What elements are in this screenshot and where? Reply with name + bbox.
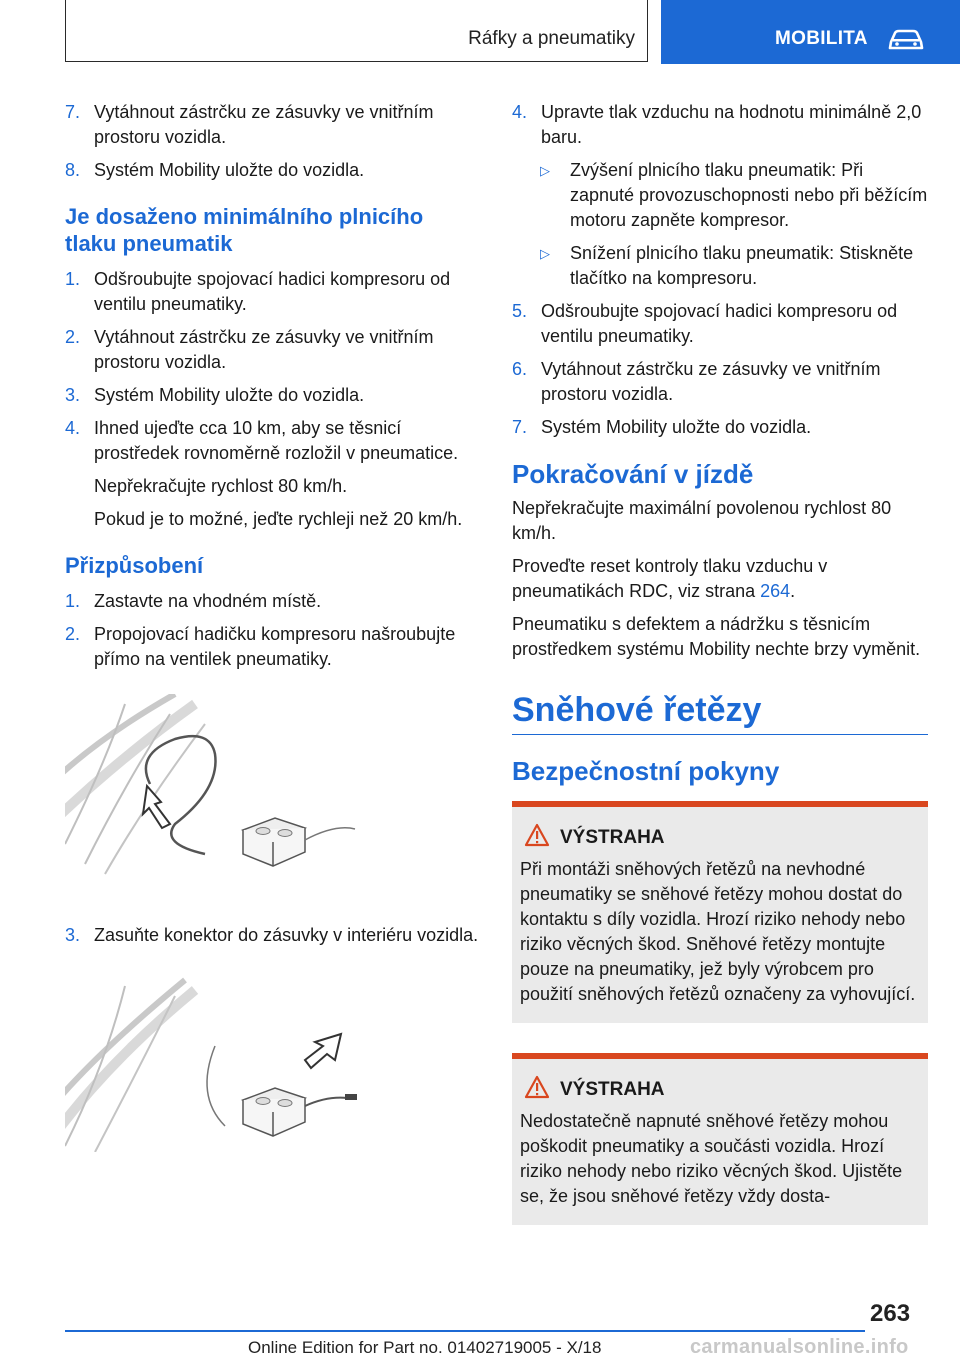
list-item: 1. Odšroubujte spojovací hadici kompresoru od ventilu pneumatiky. (65, 269, 451, 314)
list-item: 2. Vytáhnout zástrčku ze zásuvky ve vnitřním prostoru vozidla. (65, 327, 434, 372)
car-icon (887, 28, 925, 52)
list-item: 3. Zasuňte konektor do zásuvky v interiéru vozidla. (65, 925, 479, 945)
list-item: 1. Zastavte na vhodném místě. (65, 591, 322, 611)
triangle-bullet-icon: ▷ (540, 163, 550, 178)
page-link[interactable]: 264 (760, 581, 791, 601)
warning-icon (524, 823, 550, 847)
triangle-bullet-icon: ▷ (540, 246, 550, 261)
section-heading: Přizpůsobení (65, 553, 204, 578)
list-item: 7. Systém Mobility uložte do vozidla. (512, 417, 812, 437)
header-section-box (65, 0, 648, 62)
list-item: 2. Propojovací hadičku kompresoru našroubujte přímo na ventilek pneumatiky. (65, 624, 456, 669)
compressor-valve-illustration (65, 694, 365, 894)
body-paragraph: Nepřekračujte maximální povolenou rychlost 80 km/h. (512, 498, 892, 543)
chapter-heading: Sněhové řetězy (512, 688, 928, 735)
list-item: 4. Upravte tlak vzduchu na hodnotu minimálně 2,0 baru. (512, 102, 922, 147)
warning-text: Při montáži sněhových řetězů na nevhodné pneumatiky se sněhové řetězy mohou dostat do kontaktu s díly vozidla. Hrozí riziko nehody nebo riziko věcných škod. Sněhové řetězy montujte pouze na pneumatiky, jež byly výrobcem pro použití sněhových řetězů označeny za vyhovující. (520, 859, 916, 1004)
section-heading: Je dosaženo minimálního plnicího tlaku pneumatik (65, 204, 424, 256)
chapter-title: MOBILITA (775, 28, 868, 49)
compressor-plug-illustration (65, 976, 365, 1152)
section-heading: Pokračování v jízdě (512, 459, 754, 489)
list-item: 7. Vytáhnout zástrčku ze zásuvky ve vnitřním prostoru vozidla. (65, 102, 434, 147)
page-number: 263 (870, 1300, 911, 1327)
warning-title: VÝSTRAHA (520, 1077, 920, 1103)
list-item: 3. Systém Mobility uložte do vozidla. (65, 385, 365, 405)
note-paragraph: Nepřekračujte rychlost 80 km/h. (94, 476, 348, 496)
section-heading: Bezpečnostní pokyny (512, 756, 780, 786)
footer-edition: Online Edition for Part no. 01402719005 - X/18 (248, 1338, 602, 1357)
body-paragraph: Pneumatiku s defektem a nádržku s těsnicím prostředkem systému Mobility nechte brzy vyměnit. (512, 614, 921, 659)
body-paragraph: Proveďte reset kontroly tlaku vzduchu v pneumatikách RDC, viz strana 264. (512, 556, 828, 601)
section-title: Ráfky a pneumatiky (468, 28, 635, 49)
list-item: 8. Systém Mobility uložte do vozidla. (65, 160, 365, 180)
list-item: 4. Ihned ujeďte cca 10 km, aby se těsnicí prostředek rovnoměrně rozložil v pneumatice. (65, 418, 459, 463)
sub-list-item: ▷ Zvýšení plnicího tlaku pneumatik: Při zapnuté provozuschopnosti nebo při běžícím motoru zapněte kompresor. (540, 160, 928, 230)
footer-divider (65, 1330, 865, 1332)
warning-title: VÝSTRAHA (520, 825, 920, 851)
warning-text: Nedostatečně napnuté sněhové řetězy mohou poškodit pneumatiky a součásti vozidla. Hrozí riziko nehody nebo riziko věcných škod. Ujistěte se, že jsou sněhové řetězy vždy dosta- (520, 1111, 903, 1206)
right-column (512, 100, 928, 1255)
chapter-tab[interactable] (661, 0, 960, 64)
left-column (65, 100, 479, 1157)
warning-box (512, 1053, 928, 1225)
warning-box (512, 801, 928, 1023)
sub-list-item: ▷ Snížení plnicího tlaku pneumatik: Stiskněte tlačítko na kompresoru. (540, 243, 914, 288)
watermark: carmanualsonline.info (690, 1336, 909, 1358)
list-item: 5. Odšroubujte spojovací hadici kompresoru od ventilu pneumatiky. (512, 301, 898, 346)
warning-icon (524, 1075, 550, 1099)
list-item: 6. Vytáhnout zástrčku ze zásuvky ve vnitřním prostoru vozidla. (512, 359, 881, 404)
note-paragraph: Pokud je to možné, jeďte rychleji než 20 km/h. (94, 509, 463, 529)
